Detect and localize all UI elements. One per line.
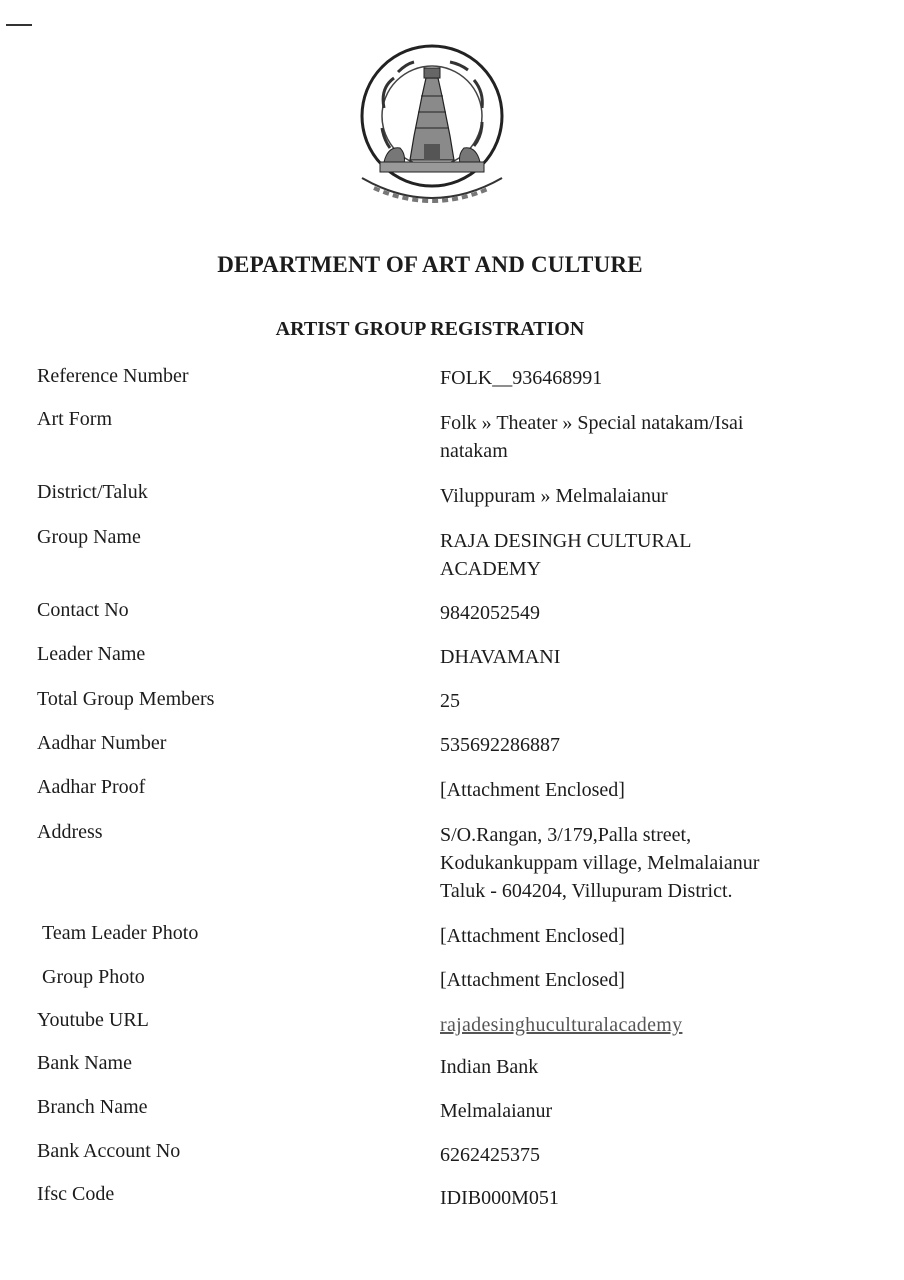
label-branch-name: Branch Name <box>37 1096 148 1118</box>
value-total-group-members: 25 <box>440 690 460 712</box>
value-address: S/O.Rangan, 3/179,Palla street, Kodukankuppam village, Melmalaianur Taluk - 604204, Villupuram District. <box>440 824 760 902</box>
label-aadhar-proof: Aadhar Proof <box>37 776 146 798</box>
label-team-leader-photo: Team Leader Photo <box>42 922 199 944</box>
value-branch-name: Melmalaianur <box>440 1100 553 1122</box>
label-district-taluk: District/Taluk <box>37 481 148 503</box>
scan-mark <box>6 24 32 26</box>
label-contact-no: Contact No <box>37 599 129 621</box>
label-art-form: Art Form <box>37 408 112 430</box>
label-group-name: Group Name <box>37 526 141 548</box>
label-bank-account-no: Bank Account No <box>37 1140 181 1162</box>
department-title: DEPARTMENT OF ART AND CULTURE <box>217 252 643 277</box>
value-leader-name: DHAVAMANI <box>440 646 561 668</box>
value-team-leader-photo: [Attachment Enclosed] <box>440 925 625 947</box>
value-bank-name: Indian Bank <box>440 1056 539 1078</box>
value-aadhar-proof: [Attachment Enclosed] <box>440 779 625 801</box>
tamil-nadu-emblem-icon <box>354 38 510 210</box>
value-ifsc-code: IDIB000M051 <box>440 1187 559 1209</box>
value-group-photo: [Attachment Enclosed] <box>440 969 625 991</box>
label-leader-name: Leader Name <box>37 643 146 665</box>
label-total-group-members: Total Group Members <box>37 688 215 710</box>
value-art-form: Folk » Theater » Special natakam/Isai natakam <box>440 412 744 462</box>
label-ifsc-code: Ifsc Code <box>37 1183 115 1205</box>
value-district-taluk: Viluppuram » Melmalaianur <box>440 485 668 507</box>
form-title: ARTIST GROUP REGISTRATION <box>275 318 585 340</box>
label-group-photo: Group Photo <box>42 966 145 988</box>
value-bank-account-no: 6262425375 <box>440 1144 540 1166</box>
label-reference-number: Reference Number <box>37 365 189 387</box>
label-youtube-url: Youtube URL <box>37 1009 149 1031</box>
value-reference-number: FOLK__936468991 <box>440 367 603 389</box>
value-aadhar-number: 535692286887 <box>440 734 560 756</box>
label-address: Address <box>37 821 103 843</box>
label-bank-name: Bank Name <box>37 1052 132 1074</box>
value-youtube-url[interactable]: rajadesinghuculturalacademy <box>440 1014 683 1036</box>
value-contact-no: 9842052549 <box>440 602 540 624</box>
value-group-name: RAJA DESINGH CULTURAL ACADEMY <box>440 530 691 580</box>
label-aadhar-number: Aadhar Number <box>37 732 167 754</box>
